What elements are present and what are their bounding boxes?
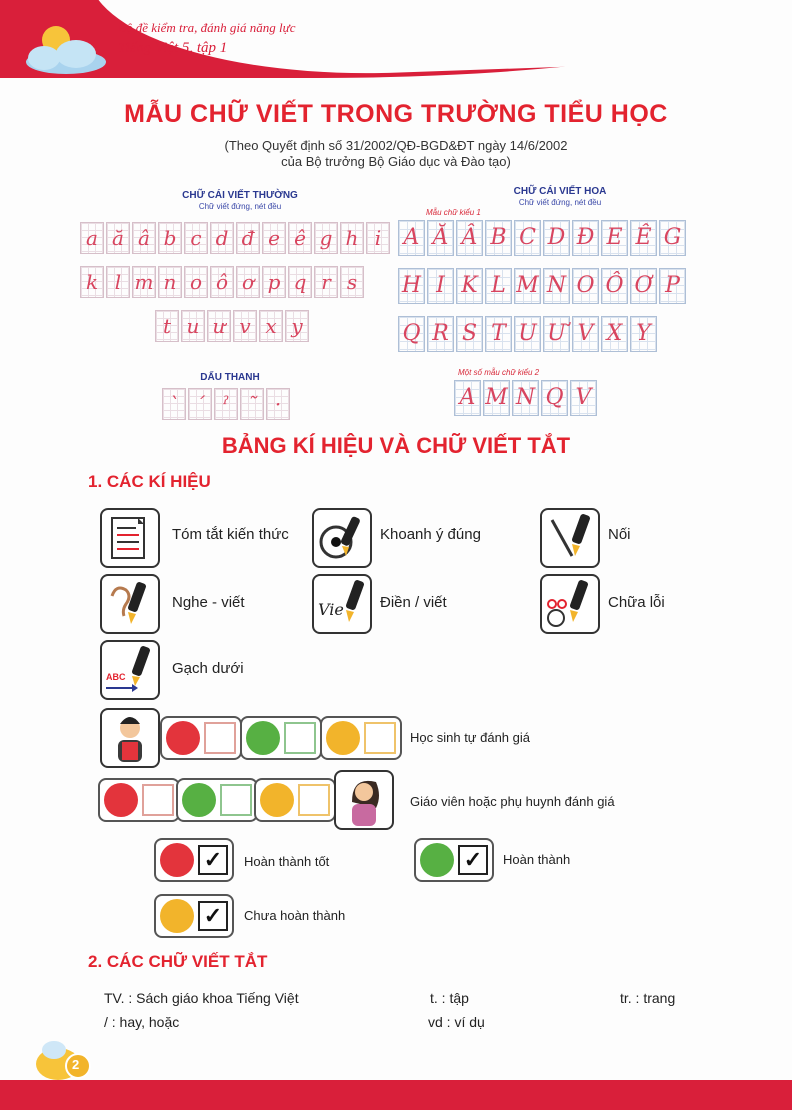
letter-cell: Q <box>398 316 425 352</box>
yellow-checkbox[interactable] <box>364 722 396 754</box>
excellent-box <box>154 838 234 882</box>
abbr-tr: tr. : trang <box>620 990 676 1006</box>
worried-face-icon <box>260 783 294 817</box>
tones-label: DẤU THANH <box>200 372 260 383</box>
complete-box <box>414 838 494 882</box>
worried-face-icon <box>326 721 360 755</box>
tones-row <box>162 388 290 420</box>
yellow-checkbox[interactable] <box>298 784 330 816</box>
letter-cell: ˊ <box>188 388 212 420</box>
circle-answer-icon <box>312 508 372 568</box>
uppercase-label: CHỮ CÁI VIẾT HOA <box>513 186 607 197</box>
symbols-abbr-heading: BẢNG KÍ HIỆU VÀ CHỮ VIẾT TẮT <box>221 433 571 458</box>
teacher-green-face-box <box>176 778 258 822</box>
student-red-face-box <box>160 716 242 760</box>
letter-cell: c <box>184 222 208 254</box>
connect-icon <box>540 508 600 568</box>
letter-cell: S <box>456 316 483 352</box>
letter-cell: n <box>158 266 182 298</box>
letter-cell: m <box>132 266 156 298</box>
letter-cell: g <box>314 222 338 254</box>
underline-icon-text: ABC <box>106 672 126 682</box>
letter-cell: x <box>259 310 283 342</box>
student-avatar <box>100 708 160 768</box>
complete-label: Hoàn thành <box>503 852 571 867</box>
footer-band <box>0 1080 792 1110</box>
letter-cell: ư <box>207 310 231 342</box>
summary-label: Tóm tắt kiến thức <box>172 526 289 543</box>
uppercase-row-3 <box>398 316 657 352</box>
fill-write-icon <box>312 574 372 634</box>
style1-label: Mẫu chữ kiểu 1 <box>426 208 481 217</box>
excellent-label: Hoàn thành tốt <box>244 854 330 869</box>
style2-label: Một số mẫu chữ kiểu 2 <box>458 368 540 377</box>
letter-cell: V <box>572 316 599 352</box>
letter-cell: Ô <box>601 268 628 304</box>
fix-error-label: Chữa lỗi <box>608 594 665 611</box>
fill-write-icon-text: Vie <box>318 600 344 619</box>
listen-write-icon <box>100 574 160 634</box>
letter-cell: Ơ <box>630 268 657 304</box>
letter-cell: H <box>398 268 425 304</box>
subtitle-line2: của Bộ trưởng Bộ Giáo dục và Đào tạo) <box>281 154 511 169</box>
section-symbols-heading: 1. CÁC KÍ HIỆU <box>88 472 211 491</box>
abbr-tv: TV. : Sách giáo khoa Tiếng Việt <box>104 990 299 1006</box>
letter-cell: D <box>543 220 570 256</box>
incomplete-box <box>154 894 234 938</box>
underline-label: Gạch dưới <box>172 660 244 677</box>
letter-cell: O <box>572 268 599 304</box>
teacher-yellow-face-box <box>254 778 336 822</box>
letter-cell: A <box>398 220 425 256</box>
connect-label: Nối <box>608 526 631 543</box>
letter-cell: Ê <box>630 220 657 256</box>
neutral-face-icon <box>420 843 454 877</box>
letter-cell: M <box>483 380 510 416</box>
green-checkbox[interactable] <box>284 722 316 754</box>
letter-cell: Y <box>630 316 657 352</box>
uppercase-sub: Chữ viết đứng, nét đều <box>518 198 602 207</box>
lowercase-sub: Chữ viết đứng, nét đều <box>198 202 282 211</box>
letter-cell: G <box>659 220 686 256</box>
summary-document-icon <box>100 508 160 568</box>
letter-cell: y <box>285 310 309 342</box>
letter-cell: ơ <box>236 266 260 298</box>
letter-cell: l <box>106 266 130 298</box>
letter-cell: I <box>427 268 454 304</box>
angry-face-icon <box>160 843 194 877</box>
incomplete-label: Chưa hoàn thành <box>244 908 346 923</box>
letter-cell: Ă <box>427 220 454 256</box>
fill-write-label: Điền / viết <box>380 594 447 611</box>
abbr-slash: / : hay, hoặc <box>104 1014 180 1030</box>
letter-cell: X <box>601 316 628 352</box>
letter-cell: P <box>659 268 686 304</box>
abbr-vd: vd : ví dụ <box>428 1014 485 1030</box>
letter-cell: ô <box>210 266 234 298</box>
angry-face-icon <box>166 721 200 755</box>
letter-cell: t <box>155 310 179 342</box>
lowercase-label: CHỮ CÁI VIẾT THƯỜNG <box>182 190 298 201</box>
neutral-face-icon <box>182 783 216 817</box>
worried-face-icon <box>160 899 194 933</box>
teacher-avatar <box>334 770 394 830</box>
letter-cell: ă <box>106 222 130 254</box>
fix-error-icon <box>540 574 600 634</box>
listen-write-label: Nghe - viết <box>172 594 245 611</box>
letter-cell: N <box>543 268 570 304</box>
abbr-t: t. : tập <box>430 990 469 1006</box>
uppercase-row-2 <box>398 268 686 304</box>
letter-cell: · <box>266 388 290 420</box>
student-yellow-face-box <box>320 716 402 760</box>
letter-cell: ˜ <box>240 388 264 420</box>
letter-cell: r <box>314 266 338 298</box>
letter-cell: R <box>427 316 454 352</box>
cloud-sun-icon <box>14 18 114 78</box>
letter-cell: u <box>181 310 205 342</box>
letter-cell: d <box>210 222 234 254</box>
letter-cell: i <box>366 222 390 254</box>
check-icon: ✓ <box>458 845 488 875</box>
lowercase-row-1 <box>80 222 390 254</box>
check-icon: ✓ <box>198 845 228 875</box>
letter-cell: q <box>288 266 312 298</box>
header-book-title: Tiếng Việt 5, tập 1 <box>118 40 228 56</box>
letter-cell: k <box>80 266 104 298</box>
letter-cell: o <box>184 266 208 298</box>
letter-cell: A <box>454 380 481 416</box>
letter-cell: a <box>80 222 104 254</box>
letter-cell: ˀ <box>214 388 238 420</box>
letter-cell: ˋ <box>162 388 186 420</box>
teacher-red-face-box <box>98 778 180 822</box>
header-book-series: Bộ đề kiểm tra, đánh giá năng lực <box>118 20 296 35</box>
lowercase-row-3 <box>155 310 309 342</box>
circle-answer-label: Khoanh ý đúng <box>380 526 481 543</box>
red-checkbox[interactable] <box>204 722 236 754</box>
letter-cell: Đ <box>572 220 599 256</box>
subtitle-line1: (Theo Quyết định số 31/2002/QĐ-BGD&ĐT ngày 14/6/2002 <box>224 138 568 153</box>
letter-cell: M <box>514 268 541 304</box>
letter-cell: Ư <box>543 316 570 352</box>
page-title: MẪU CHỮ VIẾT TRONG TRƯỜNG TIỂU HỌC <box>124 100 668 128</box>
letter-cell: p <box>262 266 286 298</box>
letter-cell: đ <box>236 222 260 254</box>
letter-cell: T <box>485 316 512 352</box>
page-number: 2 <box>72 1057 80 1072</box>
uppercase-row-1 <box>398 220 686 256</box>
letter-cell: â <box>132 222 156 254</box>
letter-cell: b <box>158 222 182 254</box>
letter-cell: K <box>456 268 483 304</box>
student-eval-label: Học sinh tự đánh giá <box>410 730 530 745</box>
letter-cell: U <box>514 316 541 352</box>
uppercase-row-4 <box>454 380 597 416</box>
green-checkbox[interactable] <box>220 784 252 816</box>
letter-cell: C <box>514 220 541 256</box>
angry-face-icon <box>104 783 138 817</box>
letter-cell: E <box>601 220 628 256</box>
letter-cell: ê <box>288 222 312 254</box>
bee-mascot-icon <box>28 1020 98 1090</box>
letter-cell: h <box>340 222 364 254</box>
letter-cell: V <box>570 380 597 416</box>
neutral-face-icon <box>246 721 280 755</box>
section-abbr-heading: 2. CÁC CHỮ VIẾT TẮT <box>88 952 268 971</box>
red-checkbox[interactable] <box>142 784 174 816</box>
lowercase-row-2 <box>80 266 364 298</box>
letter-cell: N <box>512 380 539 416</box>
check-icon: ✓ <box>198 901 228 931</box>
letter-cell: v <box>233 310 257 342</box>
letter-cell: Â <box>456 220 483 256</box>
teacher-eval-label: Giáo viên hoặc phụ huynh đánh giá <box>410 794 615 809</box>
letter-cell: e <box>262 222 286 254</box>
underline-icon <box>100 640 160 700</box>
student-green-face-box <box>240 716 322 760</box>
letter-cell: Q <box>541 380 568 416</box>
letter-cell: L <box>485 268 512 304</box>
letter-cell: s <box>340 266 364 298</box>
letter-cell: B <box>485 220 512 256</box>
